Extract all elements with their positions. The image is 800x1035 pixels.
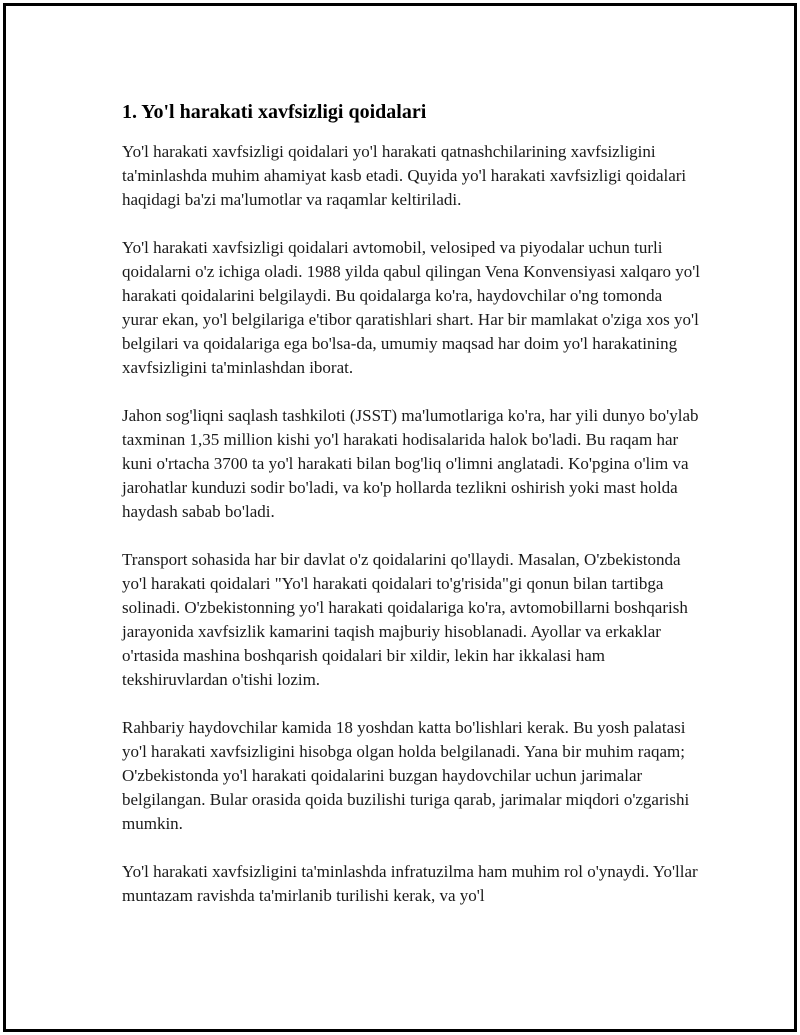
paragraph-infrastructure: Yo'l harakati xavfsizligini ta'minlashda infratuzilma ham muhim rol o'ynaydi. Yo'llar muntazam ravishda ta'mirlanib turilishi kerak, va yo'l: [122, 862, 698, 905]
document-body: [122, 98, 702, 932]
paragraph-drivers: Rahbariy haydovchilar kamida 18 yoshdan katta bo'lishlari kerak. Bu yosh palatasi yo'l harakati xavfsizligini hisobga olgan holda belgilanadi. Yana bir muhim raqam; O'zbekistonda yo'l harakati qoidalarini buzgan haydovchilar uchun jarimalar belgilangan. Bular orasida qoida buzilishi turiga qarab, jarimalar miqdori o'zgarishi mumkin.: [122, 718, 690, 833]
paragraph-intro: Yo'l harakati xavfsizligi qoidalari yo'l harakati qatnashchilarining xavfsizligini ta'minlashda muhim ahamiyat kasb etadi. Quyida yo'l harakati xavfsizligi qoidalari haqidagi ba'zi ma'lumotlar va raqamlar keltiriladi.: [122, 142, 687, 209]
paragraph-statistics: Jahon sog'liqni saqlash tashkiloti (JSST) ma'lumotlariga ko'ra, har yili dunyo bo'ylab taxminan 1,35 million kishi yo'l harakati hodisalarida halok bo'ladi. Bu raqam har kuni o'rtacha 3700 ta yo'l harakati bilan bog'liq o'limni anglatadi. Ko'pgina o'lim va jarohatlar kunduzi sodir bo'ladi, va ko'p hollarda tezlikni oshirish yoki mast holda haydash sabab bo'ladi.: [122, 406, 699, 521]
paragraph-uzbekistan: Transport sohasida har bir davlat o'z qoidalarini qo'llaydi. Masalan, O'zbekistonda yo'l harakati qoidalari "Yo'l harakati qoidalari to'g'risida"gi qonun bilan tartibga solinadi. O'zbekistonning yo'l harakati qoidalariga ko'ra, avtomobillarni boshqarish jarayonida xavfsizlik kamarini taqish majburiy hisoblanadi. Ayollar va erkaklar o'rtasida mashina boshqarish qoidalari bir xildir, lekin har ikkalasi ham tekshiruvlardan o'tishi lozim.: [122, 550, 688, 689]
section-heading: 1. Yo'l harakati xavfsizligi qoidalari: [122, 101, 427, 123]
page-frame: [3, 3, 797, 1032]
paragraph-rules: Yo'l harakati xavfsizligi qoidalari avtomobil, velosiped va piyodalar uchun turli qoidalarni o'z ichiga oladi. 1988 yilda qabul qilingan Vena Konvensiyasi xalqaro yo'l harakati qoidalarini belgilaydi. Bu qoidalarga ko'ra, haydovchilar o'ng tomonda yurar ekan, yo'l belgilariga e'tibor qaratishlari shart. Har bir mamlakat o'ziga xos yo'l belgilari va qoidalariga ega bo'lsa-da, umumiy maqsad har doim yo'l harakatining xavfsizligini ta'minlashdan iborat.: [122, 238, 701, 377]
